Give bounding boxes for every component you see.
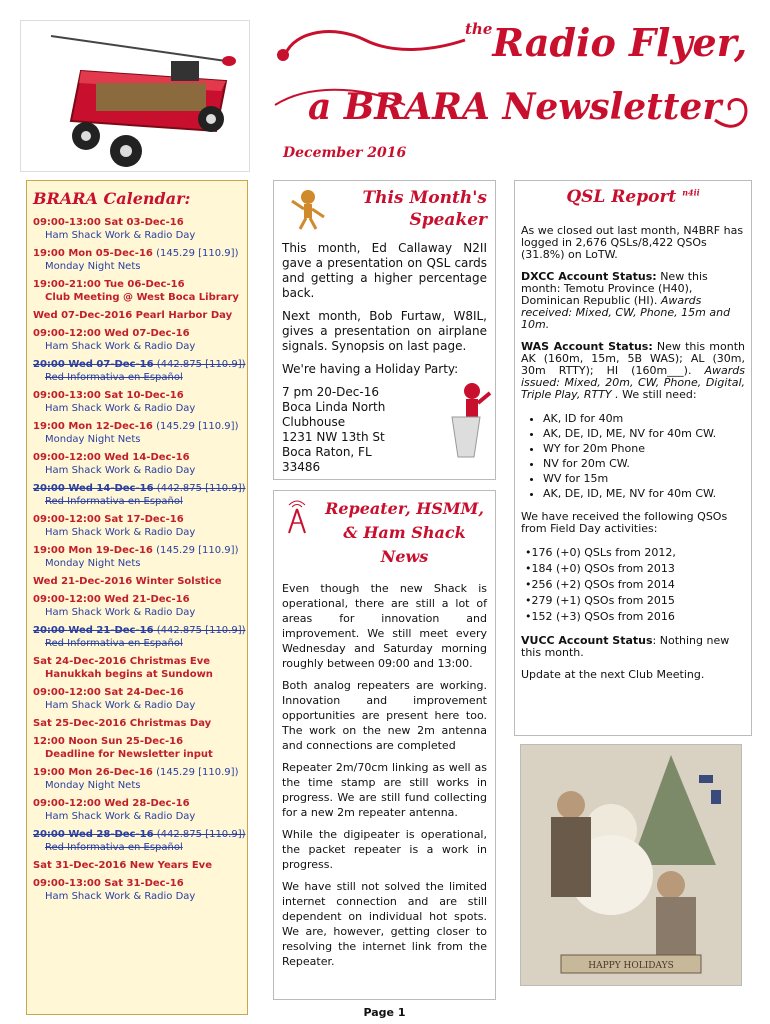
was-status: WAS Account Status: New this month AK (160m, 15m, 5B WAS); AL (30m, 30m RTTY); HI (160m___). Awards issued: Mixed, 20m, CW, Phone, Digital, Triple Play, RTTY . We still need: (521, 340, 746, 401)
calendar-event (33, 216, 241, 242)
party-address: 7 pm 20-Dec-16 Boca Linda North Clubhouse 1231 NW 13th St Boca Raton, FL 33486 (282, 385, 386, 474)
newsletter-date: December 2016 (283, 145, 407, 161)
calendar-event (33, 544, 241, 570)
calendar-event (33, 278, 241, 304)
list-item: • NV for 20m CW. (543, 456, 745, 471)
vucc-status: VUCC Account Status: Nothing new this month. (521, 634, 730, 659)
newsletter-title-line2: a BRARA Newsletter (308, 86, 722, 128)
event-date: 09:00-12:00 Sat 24-Dec-16 (33, 687, 184, 698)
event-date: Sat 24-Dec-2016 Christmas Eve (33, 656, 211, 667)
event-description: Monday Night Nets (45, 558, 141, 569)
event-date: 09:00-12:00 Wed 14-Dec-16 (33, 452, 190, 463)
newsletter-title-line1: $^{the}$Radio Flyer, (465, 20, 748, 65)
event-date: 09:00-12:00 Sat 17-Dec-16 (33, 514, 184, 525)
calendar-event (33, 420, 241, 446)
speaker-figure-icon (286, 187, 330, 231)
page-number: Page 1 (363, 1006, 406, 1019)
event-description: Ham Shack Work & Radio Day (45, 811, 196, 822)
radio-tower-icon (284, 499, 310, 535)
event-date: 20:00 Wed 14-Dec-16 (442.875 [110.9]) (33, 483, 246, 494)
calendar-event (33, 247, 241, 273)
field-day-intro: We have received the following QSOs from Field Day activities: (521, 510, 728, 535)
calendar-event (33, 717, 241, 730)
speaker-paragraph-3: We're having a Holiday Party: (282, 362, 459, 376)
event-description: Ham Shack Work & Radio Day (45, 465, 196, 476)
calendar-event (33, 859, 241, 872)
event-description: Ham Shack Work & Radio Day (45, 341, 196, 352)
qsl-intro: As we closed out last month, N4BRF has logged in 2,676 QSLs/8,422 QSOs (31.8%) on LoTW. (521, 224, 744, 261)
calendar-box (26, 180, 248, 1015)
calendar-event (33, 735, 241, 761)
field-day-list: •176 (+0) QSLs from 2012, •184 (+0) QSOs from 2013 •256 (+2) QSOs from 2014 •279 (+1) QSOs from 2015 •152 (+3) QSOs from 2016 (525, 546, 676, 623)
event-description: Ham Shack Work & Radio Day (45, 230, 196, 241)
speaker-paragraph-2: Next month, Bob Furtaw, W8IL, gives a presentation on airplane signals. Synopsis on last page. (282, 309, 487, 353)
event-date: 09:00-13:00 Sat 03-Dec-16 (33, 217, 184, 228)
event-date: 20:00 Wed 28-Dec-16 (442.875 [110.9]) (33, 829, 246, 840)
dxcc-status: DXCC Account Status: New this month: Temotu Province (H40), Dominican Republic (HI). Awards received: Mixed, CW, Phone, 15m and 10m. (521, 270, 731, 331)
event-date: 09:00-12:00 Wed 07-Dec-16 (33, 328, 190, 339)
repeater-paragraph-4: While the digipeater is operational, the packet repeater is a work in progress. (282, 828, 487, 871)
repeater-box (273, 490, 496, 1000)
list-item: • WY for 20m Phone (543, 441, 745, 456)
wagon-image (20, 20, 250, 172)
calendar-event (33, 309, 241, 322)
event-date: 19:00 Mon 12-Dec-16 (145.29 [110.9]) (33, 421, 239, 432)
event-date: 19:00 Mon 19-Dec-16 (145.29 [110.9]) (33, 545, 239, 556)
event-date: 09:00-13:00 Sat 31-Dec-16 (33, 878, 184, 889)
event-date: 19:00 Mon 05-Dec-16 (145.29 [110.9]) (33, 248, 239, 259)
speaker-title: This Month's Speaker (362, 188, 487, 230)
calendar-event (33, 655, 241, 681)
event-date: 09:00-12:00 Wed 28-Dec-16 (33, 798, 190, 809)
calendar-event (33, 593, 241, 619)
event-description: Ham Shack Work & Radio Day (45, 607, 196, 618)
calendar-event (33, 513, 241, 539)
event-description: Club Meeting @ West Boca Library (45, 292, 239, 303)
calendar-event (33, 766, 241, 792)
calendar-event (33, 575, 241, 588)
event-description: Red Informativa en Español (45, 372, 183, 383)
event-date: Wed 07-Dec-2016 Pearl Harbor Day (33, 310, 233, 321)
event-description: Ham Shack Work & Radio Day (45, 891, 196, 902)
speaker-paragraph-1: This month, Ed Callaway N2II gave a presentation on QSL cards and getting a higher percentage back. (282, 241, 487, 300)
event-date: Wed 21-Dec-2016 Winter Solstice (33, 576, 222, 587)
calendar-title: BRARA Calendar: (33, 189, 191, 208)
repeater-paragraph-2: Both analog repeaters are working. Innovation and improvement opportunities are present here too. The work on the new 2m antenna and connections are completed (282, 679, 487, 752)
event-description: Red Informativa en Español (45, 638, 183, 649)
event-date: 12:00 Noon Sun 25-Dec-16 (33, 736, 184, 747)
event-description: Ham Shack Work & Radio Day (45, 700, 196, 711)
calendar-event (33, 451, 241, 477)
calendar-event (33, 828, 246, 854)
list-item: • AK, DE, ID, ME, NV for 40m CW. (543, 426, 745, 441)
event-date: 19:00 Mon 26-Dec-16 (145.29 [110.9]) (33, 767, 239, 778)
calendar-event (33, 482, 246, 508)
calendar-event (33, 327, 241, 353)
calendar-event (33, 389, 241, 415)
list-item: • AK, DE, ID, ME, NV for 40m CW. (543, 486, 745, 501)
calendar-event (33, 624, 246, 650)
event-date: 19:00-21:00 Tue 06-Dec-16 (33, 279, 185, 290)
repeater-paragraph-5: We have still not solved the limited internet connection and are still dependent on individual hot spots. We are, however, getting closer to resolving the internet link from the Repeater. (282, 880, 487, 968)
event-description: Monday Night Nets (45, 780, 141, 791)
event-date: Sat 31-Dec-2016 New Years Eve (33, 860, 212, 871)
calendar-event (33, 877, 241, 903)
list-item: • WV for 15m (543, 471, 745, 486)
repeater-paragraph-1: Even though the new Shack is operational, there are still a lot of areas for innovation and improvement. We still meet every Wednesday and Saturday morning roughly between 09:00 and 13:00. (282, 582, 487, 670)
event-description: Deadline for Newsletter input (45, 749, 213, 760)
event-description: Ham Shack Work & Radio Day (45, 527, 196, 538)
santa-holiday-image (520, 744, 742, 986)
event-date: Sat 25-Dec-2016 Christmas Day (33, 718, 212, 729)
calendar-event (33, 686, 241, 712)
qsl-title: QSL Report $^{n4ii}$ (566, 187, 700, 207)
event-description: Monday Night Nets (45, 434, 141, 445)
event-description: Red Informativa en Español (45, 842, 183, 853)
calendar-list (33, 216, 246, 903)
event-date: 09:00-13:00 Sat 10-Dec-16 (33, 390, 184, 401)
calendar-event (33, 797, 241, 823)
speaker-box (273, 180, 496, 480)
happy-holidays-banner: HAPPY HOLIDAYS (588, 961, 674, 971)
event-description: Monday Night Nets (45, 261, 141, 272)
repeater-title: Repeater, HSMM, & Ham Shack News (325, 499, 484, 566)
event-date: 09:00-12:00 Wed 21-Dec-16 (33, 594, 190, 605)
event-date: 20:00 Wed 21-Dec-16 (442.875 [110.9]) (33, 625, 246, 636)
repeater-paragraph-3: Repeater 2m/70cm linking as well as the time stamp are still works in progress. We are still fund collecting for a new 2m repeater antenna. (282, 761, 487, 819)
event-description: Ham Shack Work & Radio Day (45, 403, 196, 414)
event-description: Red Informativa en Español (45, 496, 183, 507)
was-needs-list (521, 411, 745, 501)
event-description: Hanukkah begins at Sundown (45, 669, 213, 680)
qsl-report-box (514, 180, 752, 736)
podium-speaker-icon (444, 381, 492, 459)
event-date: 20:00 Wed 07-Dec-16 (442.875 [110.9]) (33, 359, 246, 370)
qsl-update-note: Update at the next Club Meeting. (521, 668, 705, 681)
calendar-event (33, 358, 246, 384)
list-item: • AK, ID for 40m (543, 411, 745, 426)
